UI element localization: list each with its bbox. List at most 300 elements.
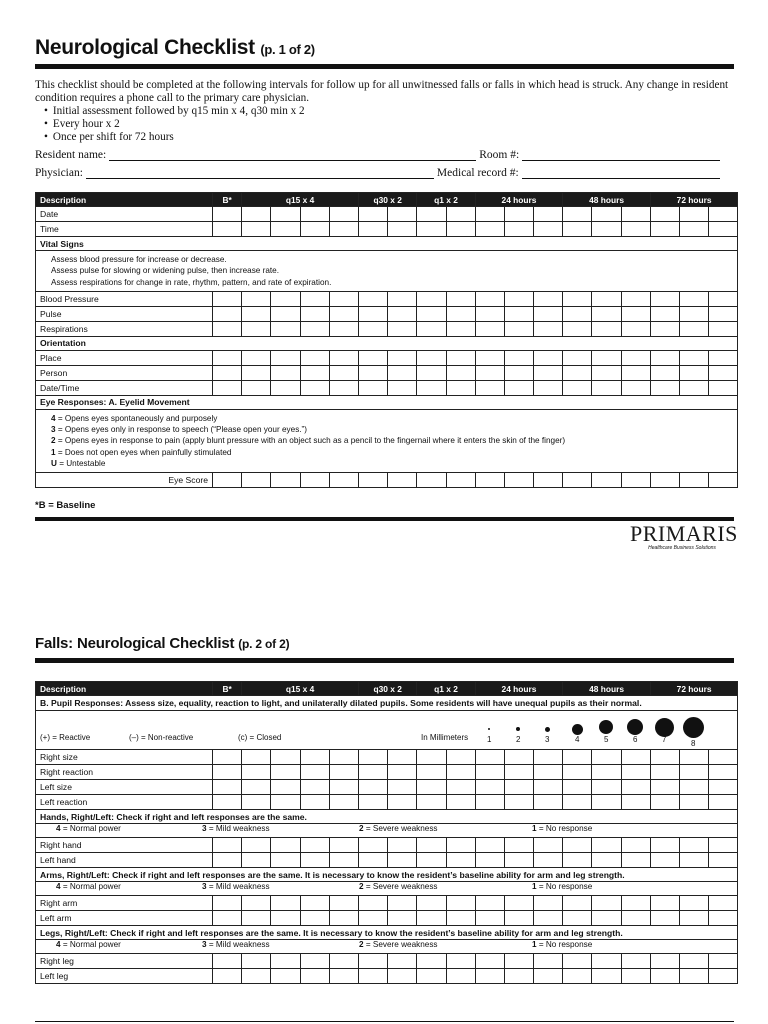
entry-cell[interactable] xyxy=(534,365,563,380)
entry-cell[interactable] xyxy=(504,765,533,780)
entry-cell[interactable] xyxy=(358,750,387,765)
entry-cell[interactable] xyxy=(592,306,621,321)
entry-cell[interactable] xyxy=(534,780,563,795)
entry-cell[interactable] xyxy=(563,222,592,237)
entry-cell[interactable] xyxy=(475,750,504,765)
entry-cell[interactable] xyxy=(504,321,533,336)
entry-cell[interactable] xyxy=(388,207,417,222)
entry-cell[interactable] xyxy=(300,365,329,380)
entry-cell[interactable] xyxy=(300,291,329,306)
entry-cell[interactable] xyxy=(417,853,446,868)
entry-cell[interactable] xyxy=(680,780,709,795)
entry-cell[interactable] xyxy=(709,291,738,306)
entry-cell[interactable] xyxy=(388,969,417,984)
entry-cell[interactable] xyxy=(709,780,738,795)
entry-cell[interactable] xyxy=(592,321,621,336)
entry-cell[interactable] xyxy=(475,969,504,984)
entry-cell[interactable] xyxy=(417,765,446,780)
entry-cell[interactable] xyxy=(592,365,621,380)
entry-cell[interactable] xyxy=(563,954,592,969)
entry-cell[interactable] xyxy=(680,765,709,780)
entry-cell[interactable] xyxy=(242,780,271,795)
entry-cell[interactable] xyxy=(709,350,738,365)
entry-cell[interactable] xyxy=(358,321,387,336)
entry-cell[interactable] xyxy=(475,350,504,365)
entry-cell[interactable] xyxy=(329,222,358,237)
entry-cell[interactable] xyxy=(534,911,563,926)
entry-cell[interactable] xyxy=(504,380,533,395)
entry-cell[interactable] xyxy=(271,291,300,306)
entry-cell[interactable] xyxy=(534,306,563,321)
entry-cell[interactable] xyxy=(213,291,242,306)
entry-cell[interactable] xyxy=(504,207,533,222)
entry-cell[interactable] xyxy=(300,795,329,810)
entry-cell[interactable] xyxy=(388,896,417,911)
entry-cell[interactable] xyxy=(680,896,709,911)
entry-cell[interactable] xyxy=(329,207,358,222)
entry-cell[interactable] xyxy=(592,795,621,810)
entry-cell[interactable] xyxy=(271,911,300,926)
entry-cell[interactable] xyxy=(621,765,650,780)
entry-cell[interactable] xyxy=(621,207,650,222)
entry-cell[interactable] xyxy=(300,321,329,336)
entry-cell[interactable] xyxy=(271,795,300,810)
entry-cell[interactable] xyxy=(300,350,329,365)
entry-cell[interactable] xyxy=(213,853,242,868)
entry-cell[interactable] xyxy=(300,473,329,488)
entry-cell[interactable] xyxy=(271,853,300,868)
entry-cell[interactable] xyxy=(475,380,504,395)
entry-cell[interactable] xyxy=(563,380,592,395)
entry-cell[interactable] xyxy=(592,969,621,984)
entry-cell[interactable] xyxy=(650,306,679,321)
entry-cell[interactable] xyxy=(417,306,446,321)
entry-cell[interactable] xyxy=(592,838,621,853)
entry-cell[interactable] xyxy=(242,350,271,365)
entry-cell[interactable] xyxy=(213,780,242,795)
entry-cell[interactable] xyxy=(358,795,387,810)
entry-cell[interactable] xyxy=(621,321,650,336)
entry-cell[interactable] xyxy=(446,750,475,765)
entry-cell[interactable] xyxy=(709,795,738,810)
entry-cell[interactable] xyxy=(329,750,358,765)
entry-cell[interactable] xyxy=(592,222,621,237)
entry-cell[interactable] xyxy=(563,765,592,780)
entry-cell[interactable] xyxy=(446,207,475,222)
entry-cell[interactable] xyxy=(300,969,329,984)
entry-cell[interactable] xyxy=(417,954,446,969)
entry-cell[interactable] xyxy=(417,321,446,336)
entry-cell[interactable] xyxy=(621,350,650,365)
entry-cell[interactable] xyxy=(504,780,533,795)
entry-cell[interactable] xyxy=(329,896,358,911)
entry-cell[interactable] xyxy=(680,222,709,237)
entry-cell[interactable] xyxy=(242,954,271,969)
entry-cell[interactable] xyxy=(213,765,242,780)
entry-cell[interactable] xyxy=(563,306,592,321)
entry-cell[interactable] xyxy=(300,780,329,795)
entry-cell[interactable] xyxy=(358,954,387,969)
entry-cell[interactable] xyxy=(446,780,475,795)
entry-cell[interactable] xyxy=(358,911,387,926)
entry-cell[interactable] xyxy=(300,750,329,765)
entry-cell[interactable] xyxy=(621,365,650,380)
entry-cell[interactable] xyxy=(271,969,300,984)
entry-cell[interactable] xyxy=(680,750,709,765)
entry-cell[interactable] xyxy=(563,750,592,765)
entry-cell[interactable] xyxy=(475,896,504,911)
entry-cell[interactable] xyxy=(446,291,475,306)
entry-cell[interactable] xyxy=(329,954,358,969)
entry-cell[interactable] xyxy=(417,350,446,365)
entry-cell[interactable] xyxy=(271,306,300,321)
entry-cell[interactable] xyxy=(563,350,592,365)
entry-cell[interactable] xyxy=(242,969,271,984)
entry-cell[interactable] xyxy=(563,853,592,868)
entry-cell[interactable] xyxy=(329,765,358,780)
entry-cell[interactable] xyxy=(534,969,563,984)
entry-cell[interactable] xyxy=(650,350,679,365)
entry-cell[interactable] xyxy=(300,222,329,237)
entry-cell[interactable] xyxy=(417,380,446,395)
entry-cell[interactable] xyxy=(329,365,358,380)
entry-cell[interactable] xyxy=(358,853,387,868)
entry-cell[interactable] xyxy=(242,365,271,380)
entry-cell[interactable] xyxy=(446,896,475,911)
entry-cell[interactable] xyxy=(242,750,271,765)
entry-cell[interactable] xyxy=(621,380,650,395)
medical-record-field[interactable] xyxy=(522,167,720,179)
entry-cell[interactable] xyxy=(621,954,650,969)
entry-cell[interactable] xyxy=(271,365,300,380)
entry-cell[interactable] xyxy=(300,380,329,395)
entry-cell[interactable] xyxy=(621,780,650,795)
entry-cell[interactable] xyxy=(504,969,533,984)
entry-cell[interactable] xyxy=(271,896,300,911)
entry-cell[interactable] xyxy=(534,380,563,395)
entry-cell[interactable] xyxy=(213,896,242,911)
entry-cell[interactable] xyxy=(446,473,475,488)
entry-cell[interactable] xyxy=(621,795,650,810)
entry-cell[interactable] xyxy=(563,291,592,306)
entry-cell[interactable] xyxy=(271,838,300,853)
entry-cell[interactable] xyxy=(650,365,679,380)
entry-cell[interactable] xyxy=(709,365,738,380)
entry-cell[interactable] xyxy=(329,911,358,926)
entry-cell[interactable] xyxy=(534,222,563,237)
entry-cell[interactable] xyxy=(358,473,387,488)
entry-cell[interactable] xyxy=(358,896,387,911)
entry-cell[interactable] xyxy=(213,473,242,488)
entry-cell[interactable] xyxy=(417,207,446,222)
entry-cell[interactable] xyxy=(300,765,329,780)
entry-cell[interactable] xyxy=(388,321,417,336)
entry-cell[interactable] xyxy=(563,896,592,911)
entry-cell[interactable] xyxy=(504,365,533,380)
entry-cell[interactable] xyxy=(271,222,300,237)
entry-cell[interactable] xyxy=(213,306,242,321)
entry-cell[interactable] xyxy=(388,838,417,853)
entry-cell[interactable] xyxy=(621,291,650,306)
entry-cell[interactable] xyxy=(388,222,417,237)
entry-cell[interactable] xyxy=(504,954,533,969)
entry-cell[interactable] xyxy=(680,291,709,306)
entry-cell[interactable] xyxy=(329,291,358,306)
entry-cell[interactable] xyxy=(475,911,504,926)
entry-cell[interactable] xyxy=(563,969,592,984)
entry-cell[interactable] xyxy=(388,750,417,765)
entry-cell[interactable] xyxy=(242,306,271,321)
entry-cell[interactable] xyxy=(650,321,679,336)
entry-cell[interactable] xyxy=(242,222,271,237)
entry-cell[interactable] xyxy=(709,380,738,395)
entry-cell[interactable] xyxy=(621,750,650,765)
entry-cell[interactable] xyxy=(446,321,475,336)
entry-cell[interactable] xyxy=(534,321,563,336)
entry-cell[interactable] xyxy=(534,765,563,780)
entry-cell[interactable] xyxy=(475,306,504,321)
entry-cell[interactable] xyxy=(417,222,446,237)
entry-cell[interactable] xyxy=(534,896,563,911)
entry-cell[interactable] xyxy=(446,969,475,984)
entry-cell[interactable] xyxy=(213,969,242,984)
entry-cell[interactable] xyxy=(534,750,563,765)
entry-cell[interactable] xyxy=(213,350,242,365)
entry-cell[interactable] xyxy=(680,838,709,853)
entry-cell[interactable] xyxy=(475,954,504,969)
entry-cell[interactable] xyxy=(709,765,738,780)
entry-cell[interactable] xyxy=(300,207,329,222)
room-field[interactable] xyxy=(522,149,720,161)
entry-cell[interactable] xyxy=(271,380,300,395)
entry-cell[interactable] xyxy=(680,306,709,321)
entry-cell[interactable] xyxy=(358,306,387,321)
entry-cell[interactable] xyxy=(592,911,621,926)
entry-cell[interactable] xyxy=(680,853,709,868)
entry-cell[interactable] xyxy=(446,350,475,365)
entry-cell[interactable] xyxy=(271,473,300,488)
entry-cell[interactable] xyxy=(680,969,709,984)
entry-cell[interactable] xyxy=(709,306,738,321)
entry-cell[interactable] xyxy=(475,222,504,237)
entry-cell[interactable] xyxy=(388,350,417,365)
entry-cell[interactable] xyxy=(650,750,679,765)
entry-cell[interactable] xyxy=(475,853,504,868)
entry-cell[interactable] xyxy=(504,750,533,765)
entry-cell[interactable] xyxy=(621,911,650,926)
entry-cell[interactable] xyxy=(621,853,650,868)
entry-cell[interactable] xyxy=(592,954,621,969)
entry-cell[interactable] xyxy=(446,853,475,868)
entry-cell[interactable] xyxy=(242,911,271,926)
physician-field[interactable] xyxy=(86,167,434,179)
entry-cell[interactable] xyxy=(534,207,563,222)
entry-cell[interactable] xyxy=(504,473,533,488)
entry-cell[interactable] xyxy=(592,291,621,306)
entry-cell[interactable] xyxy=(592,780,621,795)
entry-cell[interactable] xyxy=(709,838,738,853)
entry-cell[interactable] xyxy=(242,380,271,395)
entry-cell[interactable] xyxy=(417,365,446,380)
entry-cell[interactable] xyxy=(534,350,563,365)
entry-cell[interactable] xyxy=(417,795,446,810)
entry-cell[interactable] xyxy=(534,838,563,853)
entry-cell[interactable] xyxy=(271,750,300,765)
entry-cell[interactable] xyxy=(650,473,679,488)
entry-cell[interactable] xyxy=(213,321,242,336)
entry-cell[interactable] xyxy=(213,954,242,969)
entry-cell[interactable] xyxy=(621,222,650,237)
entry-cell[interactable] xyxy=(417,750,446,765)
entry-cell[interactable] xyxy=(534,853,563,868)
entry-cell[interactable] xyxy=(388,853,417,868)
entry-cell[interactable] xyxy=(592,207,621,222)
entry-cell[interactable] xyxy=(242,765,271,780)
entry-cell[interactable] xyxy=(592,853,621,868)
entry-cell[interactable] xyxy=(621,473,650,488)
entry-cell[interactable] xyxy=(242,321,271,336)
entry-cell[interactable] xyxy=(213,207,242,222)
entry-cell[interactable] xyxy=(417,780,446,795)
entry-cell[interactable] xyxy=(417,473,446,488)
entry-cell[interactable] xyxy=(475,365,504,380)
entry-cell[interactable] xyxy=(680,473,709,488)
entry-cell[interactable] xyxy=(271,321,300,336)
entry-cell[interactable] xyxy=(709,969,738,984)
entry-cell[interactable] xyxy=(680,350,709,365)
entry-cell[interactable] xyxy=(592,473,621,488)
entry-cell[interactable] xyxy=(417,291,446,306)
entry-cell[interactable] xyxy=(242,291,271,306)
entry-cell[interactable] xyxy=(709,473,738,488)
entry-cell[interactable] xyxy=(388,780,417,795)
entry-cell[interactable] xyxy=(417,838,446,853)
entry-cell[interactable] xyxy=(358,380,387,395)
entry-cell[interactable] xyxy=(650,780,679,795)
entry-cell[interactable] xyxy=(271,207,300,222)
entry-cell[interactable] xyxy=(475,291,504,306)
entry-cell[interactable] xyxy=(650,380,679,395)
entry-cell[interactable] xyxy=(358,222,387,237)
entry-cell[interactable] xyxy=(621,838,650,853)
entry-cell[interactable] xyxy=(475,473,504,488)
entry-cell[interactable] xyxy=(329,473,358,488)
entry-cell[interactable] xyxy=(709,750,738,765)
entry-cell[interactable] xyxy=(563,911,592,926)
entry-cell[interactable] xyxy=(358,969,387,984)
entry-cell[interactable] xyxy=(475,765,504,780)
entry-cell[interactable] xyxy=(650,222,679,237)
entry-cell[interactable] xyxy=(504,291,533,306)
entry-cell[interactable] xyxy=(504,306,533,321)
entry-cell[interactable] xyxy=(213,750,242,765)
entry-cell[interactable] xyxy=(213,838,242,853)
entry-cell[interactable] xyxy=(680,365,709,380)
entry-cell[interactable] xyxy=(680,380,709,395)
entry-cell[interactable] xyxy=(446,795,475,810)
entry-cell[interactable] xyxy=(300,306,329,321)
entry-cell[interactable] xyxy=(417,911,446,926)
entry-cell[interactable] xyxy=(446,380,475,395)
entry-cell[interactable] xyxy=(388,911,417,926)
entry-cell[interactable] xyxy=(388,365,417,380)
entry-cell[interactable] xyxy=(358,291,387,306)
entry-cell[interactable] xyxy=(329,380,358,395)
entry-cell[interactable] xyxy=(329,350,358,365)
entry-cell[interactable] xyxy=(563,795,592,810)
entry-cell[interactable] xyxy=(329,853,358,868)
entry-cell[interactable] xyxy=(650,795,679,810)
entry-cell[interactable] xyxy=(680,795,709,810)
resident-name-field[interactable] xyxy=(109,149,476,161)
entry-cell[interactable] xyxy=(680,207,709,222)
entry-cell[interactable] xyxy=(504,838,533,853)
entry-cell[interactable] xyxy=(563,207,592,222)
entry-cell[interactable] xyxy=(358,780,387,795)
entry-cell[interactable] xyxy=(621,306,650,321)
entry-cell[interactable] xyxy=(475,838,504,853)
entry-cell[interactable] xyxy=(563,473,592,488)
entry-cell[interactable] xyxy=(563,321,592,336)
entry-cell[interactable] xyxy=(300,911,329,926)
entry-cell[interactable] xyxy=(709,321,738,336)
entry-cell[interactable] xyxy=(650,838,679,853)
entry-cell[interactable] xyxy=(388,473,417,488)
entry-cell[interactable] xyxy=(709,853,738,868)
entry-cell[interactable] xyxy=(592,380,621,395)
entry-cell[interactable] xyxy=(358,765,387,780)
entry-cell[interactable] xyxy=(650,896,679,911)
entry-cell[interactable] xyxy=(300,838,329,853)
entry-cell[interactable] xyxy=(213,380,242,395)
entry-cell[interactable] xyxy=(504,350,533,365)
entry-cell[interactable] xyxy=(358,350,387,365)
entry-cell[interactable] xyxy=(388,306,417,321)
entry-cell[interactable] xyxy=(446,911,475,926)
entry-cell[interactable] xyxy=(388,954,417,969)
entry-cell[interactable] xyxy=(242,795,271,810)
entry-cell[interactable] xyxy=(329,795,358,810)
entry-cell[interactable] xyxy=(650,954,679,969)
entry-cell[interactable] xyxy=(534,291,563,306)
entry-cell[interactable] xyxy=(475,321,504,336)
entry-cell[interactable] xyxy=(271,765,300,780)
entry-cell[interactable] xyxy=(650,969,679,984)
entry-cell[interactable] xyxy=(388,765,417,780)
entry-cell[interactable] xyxy=(300,954,329,969)
entry-cell[interactable] xyxy=(709,911,738,926)
entry-cell[interactable] xyxy=(475,207,504,222)
entry-cell[interactable] xyxy=(650,911,679,926)
entry-cell[interactable] xyxy=(271,954,300,969)
entry-cell[interactable] xyxy=(563,838,592,853)
entry-cell[interactable] xyxy=(534,954,563,969)
entry-cell[interactable] xyxy=(680,911,709,926)
entry-cell[interactable] xyxy=(592,750,621,765)
entry-cell[interactable] xyxy=(709,954,738,969)
entry-cell[interactable] xyxy=(213,222,242,237)
entry-cell[interactable] xyxy=(504,222,533,237)
entry-cell[interactable] xyxy=(650,765,679,780)
entry-cell[interactable] xyxy=(650,207,679,222)
entry-cell[interactable] xyxy=(709,207,738,222)
entry-cell[interactable] xyxy=(358,838,387,853)
entry-cell[interactable] xyxy=(358,207,387,222)
entry-cell[interactable] xyxy=(358,365,387,380)
entry-cell[interactable] xyxy=(213,911,242,926)
entry-cell[interactable] xyxy=(446,306,475,321)
entry-cell[interactable] xyxy=(271,350,300,365)
